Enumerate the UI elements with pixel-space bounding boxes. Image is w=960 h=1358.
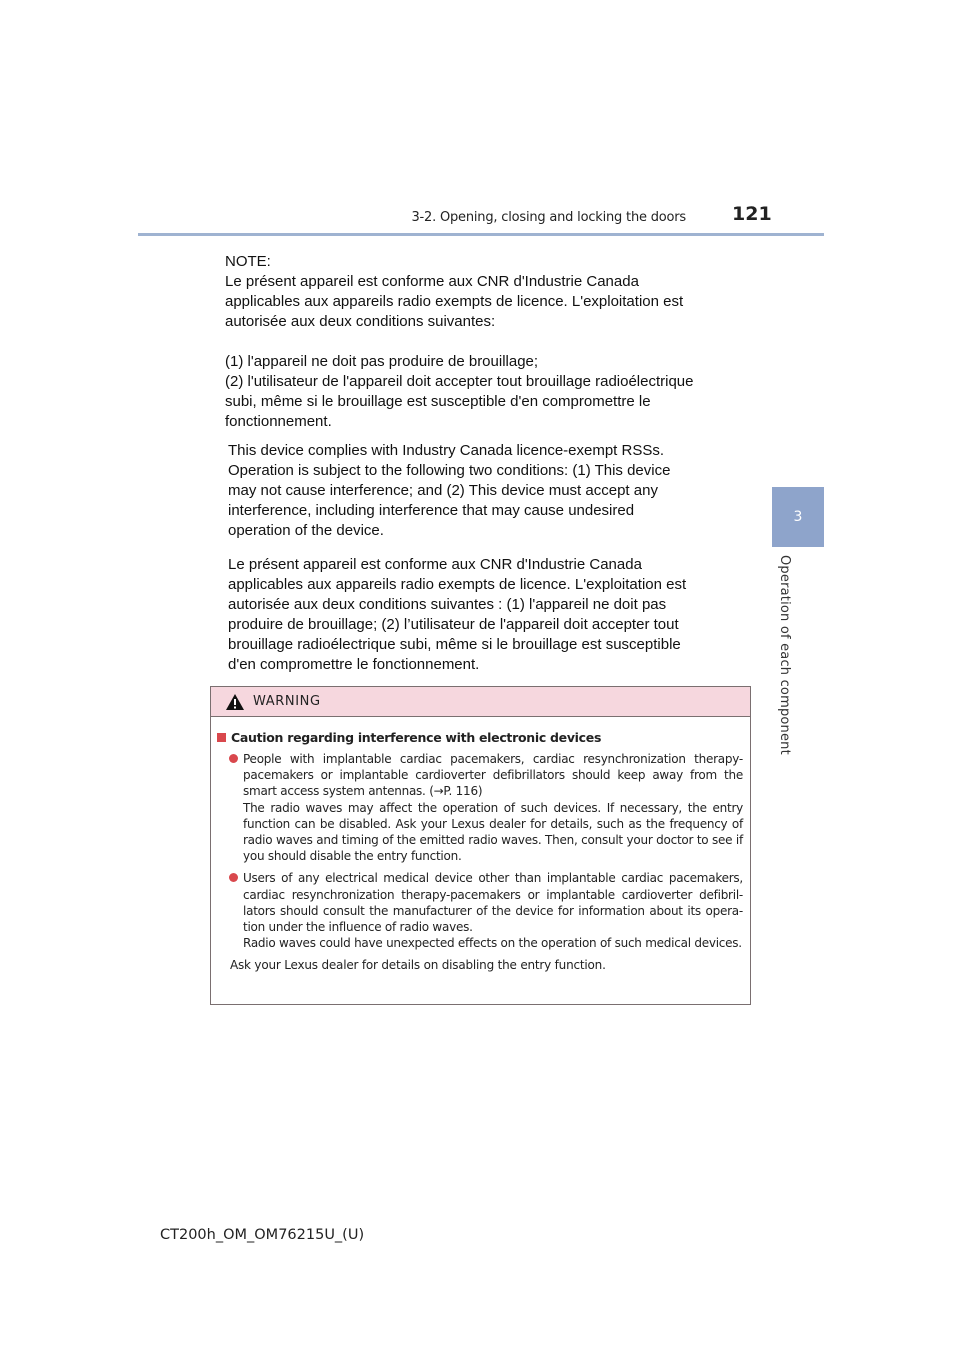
chapter-title: Operation of each component: [777, 555, 792, 755]
bullet-paragraph: Users of any electrical medical device other than implantable cardiac pacemakers, cardiac resynchronization therapy-pacemakers or implantable cardioverter defibril-lators should consult the manufacturer of the device for information about its opera-tion under the influence of radio waves.: [243, 871, 743, 935]
warning-box: [210, 686, 751, 1005]
chapter-tab: [772, 487, 824, 547]
caution-heading: [217, 730, 744, 745]
bullet-text: [243, 870, 743, 951]
warning-footer-note: Ask your Lexus dealer for details on disabling the entry function.: [230, 958, 606, 973]
warning-triangle-icon: [225, 693, 245, 711]
bullet-text: [243, 751, 743, 864]
warning-body: [211, 717, 750, 973]
page-number: 121: [732, 203, 772, 225]
square-bullet-icon: [217, 733, 226, 742]
chapter-number: 3: [793, 509, 803, 525]
note-fr-text: NOTE: Le présent appareil est conforme aux CNR d'Industrie Canada applicables aux appareils radio exempts de licence. L'exploitation est autorisée aux deux conditions suivantes: (1) l'appareil ne doit pas produire de brouillage; (2) l'utilisateur de l'appareil doit accepter tout brouillage radioélectrique subi, même si le brouillage est susceptible d'en compromettre le fonctionnement.: [225, 253, 694, 430]
industry-canada-note-en: [228, 441, 728, 541]
industry-canada-note-fr2: [228, 555, 728, 675]
bullet-paragraph: Radio waves could have unexpected effects on the operation of such medical devices.: [243, 936, 742, 951]
note-en-text: This device complies with Industry Canada licence-exempt RSSs. Operation is subject to the following two conditions: (1) This device may not cause interference; and (2) This device must accept any interference, including interference that may cause undesired operation of the device.: [228, 442, 671, 539]
bullet-dot-icon: [229, 873, 238, 882]
header-rule: [138, 233, 824, 236]
bullet-paragraph: People with implantable cardiac pacemakers, cardiac resynchronization therapy-pacemakers or implantable cardioverter defibrillators should keep away from the smart access system antennas. (→P. 116): [243, 752, 743, 799]
warning-bullet: [217, 870, 744, 951]
warning-header: [211, 687, 750, 717]
caution-heading-text: Caution regarding interference with electronic devices: [231, 730, 602, 745]
note-fr2-text: Le présent appareil est conforme aux CNR d'Industrie Canada applicables aux appareils radio exempts de licence. L'exploitation est autorisée aux deux conditions suivantes : (1) l'appareil ne doit pas produire de brouillage; (2) l’utilisateur de l'appareil doit accepter tout brouillage radioélectrique subi, même si le brouillage est susceptible d'en compromettre le fonctionnement.: [228, 556, 687, 673]
bullet-dot-icon: [229, 754, 238, 763]
industry-canada-note-fr: [225, 252, 735, 432]
bullet-paragraph: The radio waves may affect the operation of such devices. If necessary, the entry function can be disabled. Ask your Lexus dealer for details, such as the frequency of radio waves and timing of the emitted radio waves. Then, consult your doctor to see if you should disable the entry function.: [243, 800, 743, 864]
document-code: CT200h_OM_OM76215U_(U): [160, 1227, 365, 1243]
warning-title: WARNING: [253, 694, 321, 709]
warning-bullet: [217, 751, 744, 864]
section-title: 3-2. Opening, closing and locking the doors: [411, 210, 686, 225]
